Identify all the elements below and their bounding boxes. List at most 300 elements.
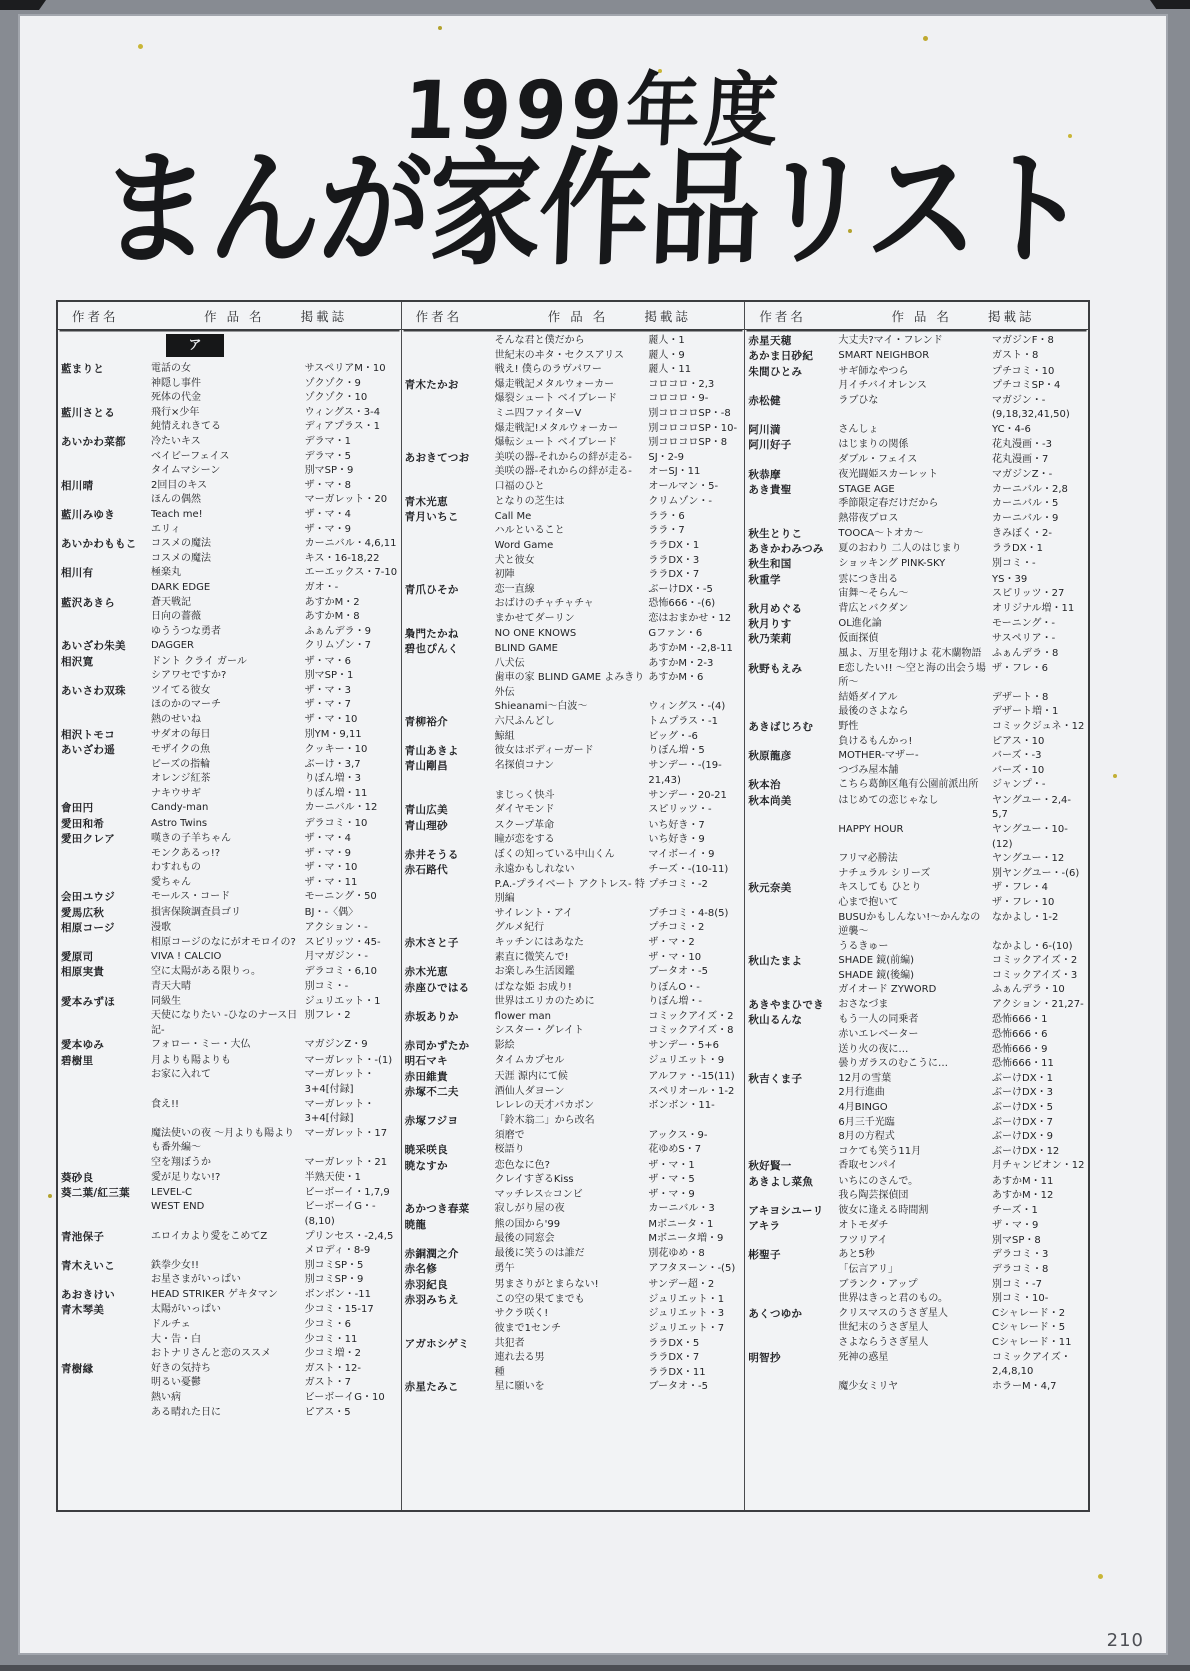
- work-title-cell: ベイビーフェイス: [151, 450, 230, 462]
- author-cell: 藍川さとる: [61, 406, 115, 419]
- scan-corner-top-left: [0, 0, 46, 10]
- title-year: 1999年度: [401, 64, 785, 158]
- work-title-cell: HAPPY HOUR: [838, 823, 904, 835]
- author-cell: 愛馬広秋: [61, 906, 105, 919]
- magazine-cell: ふぁんデラ・9: [304, 625, 372, 637]
- work-line: [495, 378, 745, 393]
- table-row: [745, 1248, 1088, 1306]
- work-title-cell: グルメ紀行: [494, 922, 545, 934]
- work-line: [151, 1303, 401, 1318]
- work-line: [838, 1130, 1088, 1145]
- magazine-cell: カーニバル・12: [304, 802, 378, 814]
- magazine-cell: 少コミ・11: [304, 1333, 358, 1345]
- table-row: [745, 349, 1088, 364]
- works-cell: [495, 1278, 745, 1293]
- author-cell: 青木たかお: [404, 378, 459, 391]
- magazine-cell: ぶーけDX・3: [992, 1087, 1053, 1099]
- works-cell: [495, 1039, 745, 1054]
- magazine-cell: ゾクゾク・9: [304, 377, 361, 389]
- work-line: [151, 801, 401, 816]
- work-line: [151, 596, 401, 611]
- work-title-cell: 仮面探偵: [838, 633, 879, 645]
- work-line: [495, 759, 745, 788]
- author-cell: 葵砂良: [61, 1171, 94, 1184]
- works-cell: [495, 1159, 745, 1203]
- author-cell: 相川晴: [61, 479, 94, 492]
- author-cell: 明石マキ: [404, 1055, 448, 1068]
- work-title-cell: 世紀末のヰタ・セクスアリス: [494, 349, 624, 361]
- work-title-cell: 歯車の家 BLIND GAME よみきり外伝: [494, 672, 645, 698]
- work-title-cell: Candy-man: [151, 802, 209, 814]
- work-title-cell: 負けるもんかっ!: [838, 735, 913, 747]
- work-title-cell: ある晴れた日に: [151, 1406, 221, 1418]
- work-line: [838, 896, 1088, 911]
- magazine-cell: ザ・マ・4: [304, 832, 352, 844]
- work-title-cell: 美咲の器-それからの絆が走る-: [494, 466, 632, 478]
- speckle: [438, 26, 442, 30]
- magazine-cell: デラコミ・3: [992, 1249, 1049, 1261]
- work-title-cell: 最後の同窓会: [494, 1233, 555, 1245]
- author-cell: 秋吉くま子: [748, 1072, 803, 1085]
- author-cell: 愛田クレア: [61, 832, 115, 845]
- work-title-cell: スクープ革命: [494, 819, 555, 831]
- magazine-cell: クリムゾン・7: [304, 640, 372, 652]
- magazine-cell: りぼん増・11: [304, 787, 368, 799]
- works-cell: [151, 1230, 401, 1259]
- work-line: [151, 1186, 401, 1201]
- work-title-cell: DAGGER: [151, 640, 194, 652]
- work-line: [495, 1173, 745, 1188]
- work-line: [151, 1376, 401, 1391]
- work-line: [838, 1175, 1088, 1190]
- works-cell: [151, 435, 401, 479]
- magazine-cell: ザ・マ・9: [304, 847, 352, 859]
- work-title-cell: 雲につき出る: [838, 573, 899, 585]
- work-line: [495, 1054, 745, 1069]
- work-line: [495, 789, 745, 804]
- author-cell: あおきてつお: [404, 451, 470, 464]
- work-title-cell: ブランク・アップ: [838, 1278, 918, 1290]
- magazine-cell: デラマ・5: [304, 450, 352, 462]
- works-cell: [495, 510, 745, 583]
- work-title-cell: 熱のせいね: [151, 713, 201, 725]
- work-line: [151, 1318, 401, 1333]
- author-cell: 青月いちこ: [404, 510, 459, 523]
- magazine-cell: ザ・マ・3: [304, 684, 352, 696]
- work-line: [495, 480, 745, 495]
- table-row: [58, 801, 401, 816]
- works-cell: [151, 906, 401, 921]
- magazine-cell: メロディ・8-9: [304, 1245, 371, 1257]
- work-title-cell: Word Game: [494, 540, 554, 552]
- works-cell: [495, 744, 745, 759]
- work-title-cell: 我ら陶芸探偵団: [838, 1190, 909, 1202]
- magazine-cell: ふぁんデラ・8: [992, 648, 1059, 660]
- author-cell: 青爪ひそか: [404, 583, 459, 596]
- work-line: [495, 1351, 745, 1366]
- work-title-cell: おさなづま: [838, 999, 889, 1011]
- work-line: [151, 1347, 401, 1362]
- header-author: 作者名: [759, 308, 806, 324]
- magazine-cell: ザ・マ・10: [304, 713, 358, 725]
- magazine-cell: 半熟天使・1: [304, 1171, 362, 1183]
- magazine-cell: マーガレット・-(1): [304, 1054, 393, 1066]
- author-cell: アキヨシユーリ: [748, 1204, 824, 1217]
- magazine-cell: なかよし・1-2: [992, 911, 1059, 923]
- works-cell: [838, 617, 1088, 632]
- magazine-cell: ぶーけ・3,7: [304, 758, 361, 770]
- works-cell: [151, 1303, 401, 1361]
- work-title-cell: クレイすぎるKiss: [494, 1174, 574, 1186]
- magazine-cell: 別マSP・8: [992, 1234, 1041, 1246]
- magazine-cell: ぶーけDX・9: [992, 1131, 1053, 1143]
- work-line: [838, 394, 1088, 423]
- magazine-cell: BJ・-〈偶〉: [304, 906, 359, 918]
- work-title-cell: クリスマスのうさぎ星人: [838, 1307, 948, 1319]
- author-cell: あかま日砂紀: [748, 350, 814, 363]
- works-cell: [495, 936, 745, 965]
- author-cell: 青山広美: [404, 804, 448, 817]
- table-row: [745, 527, 1088, 542]
- author-cell: 赤坂ありか: [404, 1010, 459, 1023]
- magazine-cell: Mボニータ増・9: [648, 1233, 724, 1245]
- magazine-cell: ララDX・1: [648, 540, 700, 552]
- author-cell: 青山剛昌: [404, 760, 448, 773]
- author-cell: 赤星天穂: [748, 335, 792, 347]
- work-line: [151, 1009, 401, 1038]
- magazine-cell: ジュリエット・1: [648, 1293, 725, 1305]
- work-title-cell: 熱い病: [151, 1391, 181, 1403]
- work-title-cell: 空を翔ぼうか: [151, 1156, 211, 1168]
- table-row: [402, 1262, 745, 1277]
- magazine-cell: あすかM・6: [648, 672, 704, 684]
- work-title-cell: 漫歌: [151, 921, 171, 933]
- magazine-cell: ピアス・5: [304, 1406, 351, 1418]
- table-row: [58, 890, 401, 905]
- magazine-cell: ぶーけDX・5: [992, 1101, 1053, 1113]
- author-cell: 梟門たかね: [404, 627, 459, 640]
- works-cell: [838, 1307, 1088, 1351]
- work-line: [495, 583, 745, 598]
- work-line: [495, 436, 745, 451]
- table-row: [745, 468, 1088, 483]
- work-title-cell: 桜語り: [494, 1144, 525, 1156]
- table-row: [745, 881, 1088, 954]
- table-row: [402, 744, 745, 759]
- work-line: [151, 1171, 401, 1186]
- author-cell: 藍川みゆき: [61, 508, 115, 521]
- work-title-cell: 蒼天戦記: [151, 596, 191, 608]
- work-line: [495, 863, 745, 878]
- magazine-cell: チーズ・-(10-11): [648, 864, 729, 876]
- table-row: [402, 1159, 745, 1203]
- magazine-cell: ジャンプ・-: [992, 779, 1046, 791]
- work-line: [151, 890, 401, 905]
- work-line: [151, 787, 401, 802]
- work-title-cell: 魔少女ミリヤ: [838, 1380, 899, 1392]
- magazine-cell: ホラーM・4,7: [992, 1380, 1057, 1392]
- work-title-cell: 6月三千光臨: [838, 1116, 895, 1128]
- work-title-cell: オトモダチ: [838, 1220, 889, 1232]
- works-cell: [495, 981, 745, 1010]
- table-row: [58, 537, 401, 566]
- work-title-cell: 六尺ふんどし: [494, 715, 555, 727]
- works-cell: [495, 1114, 745, 1143]
- magazine-cell: ジュリエット・9: [648, 1055, 725, 1067]
- work-title-cell: 好きの気持ち: [151, 1362, 211, 1374]
- work-line: [838, 1307, 1088, 1322]
- works-cell: [838, 365, 1088, 394]
- magazine-cell: ザ・マ・8: [304, 479, 352, 491]
- work-line: [838, 1234, 1088, 1249]
- work-title-cell: まじっく快斗: [494, 789, 555, 801]
- work-line: [838, 749, 1088, 764]
- works-cell: [151, 1259, 401, 1288]
- author-cell: 赤石路代: [404, 864, 448, 877]
- author-cell: 赤名修: [404, 1263, 438, 1276]
- magazine-cell: マイボーイ・9: [648, 848, 715, 860]
- magazine-cell: ジュリエット・1: [304, 995, 381, 1007]
- table-row: [58, 817, 401, 832]
- work-title-cell: シアワセですか?: [151, 670, 227, 682]
- work-line: [495, 921, 745, 936]
- work-title-cell: 彼まで1センチ: [494, 1323, 562, 1335]
- magazine-cell: サンデー超・2: [648, 1278, 715, 1290]
- work-title-cell: 愛ちゃん: [151, 876, 191, 888]
- work-title-cell: HEAD STRIKER ゲキタマン: [151, 1289, 278, 1301]
- work-title-cell: フォロー・ミー・大仏: [151, 1039, 251, 1051]
- work-title-cell: エリィ: [151, 523, 181, 535]
- work-title-cell: ナキウサギ: [151, 787, 201, 799]
- work-line: [151, 552, 401, 567]
- work-line: [495, 334, 745, 349]
- work-line: [838, 468, 1088, 483]
- magazine-cell: いち好き・7: [648, 819, 705, 831]
- author-cell: 青池保子: [61, 1230, 105, 1243]
- author-cell: 相沢寛: [61, 655, 94, 668]
- works-cell: [838, 720, 1088, 749]
- author-cell: 秋恭摩: [748, 468, 781, 481]
- work-line: [151, 639, 401, 654]
- table-row: [745, 1307, 1088, 1351]
- author-cell: 秋重学: [748, 573, 781, 586]
- work-line: [838, 778, 1088, 793]
- works-cell: [838, 632, 1088, 661]
- author-cell: 秋元奈美: [748, 882, 792, 895]
- work-line: [151, 450, 401, 465]
- table-row: [402, 1143, 745, 1158]
- work-line: [151, 847, 401, 862]
- speckle: [1098, 1574, 1103, 1579]
- works-cell: [151, 655, 401, 684]
- work-line: [495, 907, 745, 922]
- header-magazine: 掲載誌: [988, 308, 1035, 324]
- header-magazine: 掲載誌: [300, 308, 348, 324]
- table-row: [745, 998, 1088, 1013]
- column-header: [402, 302, 745, 330]
- table-row: [58, 1259, 401, 1288]
- work-title-cell: 連れ去る男: [494, 1352, 545, 1364]
- table-row: [402, 1218, 745, 1247]
- work-line: [495, 363, 745, 378]
- work-title-cell: 4月BINGO: [838, 1101, 888, 1113]
- magazine-cell: 別コミSP・5: [304, 1259, 364, 1271]
- work-title-cell: 影絵: [494, 1039, 515, 1051]
- work-title-cell: 彼女はボディーガード: [494, 745, 594, 757]
- header-author: 作者名: [415, 308, 463, 324]
- table-row: [58, 1288, 401, 1303]
- work-line: [838, 423, 1088, 438]
- magazine-cell: 別コミ・-7: [992, 1278, 1042, 1290]
- work-line: [151, 1273, 401, 1288]
- works-cell: [838, 334, 1088, 349]
- works-cell: [495, 1380, 745, 1395]
- author-cell: 明智抄: [748, 1351, 781, 1364]
- table-row: [745, 1204, 1088, 1219]
- work-line: [151, 1406, 401, 1421]
- magazine-cell: アクション・21,27-: [992, 999, 1084, 1011]
- work-line: [495, 1278, 745, 1293]
- works-cell: [838, 1072, 1088, 1160]
- author-cell: あきよし菜魚: [748, 1175, 814, 1188]
- magazine-cell: デラコミ・10: [304, 817, 368, 829]
- table-row: [402, 715, 745, 744]
- works-cell: [838, 881, 1088, 954]
- works-cell: [838, 527, 1088, 542]
- works-cell: [838, 794, 1088, 882]
- work-title-cell: ドルチェ: [151, 1318, 191, 1330]
- work-line: [151, 980, 401, 995]
- works-cell: [151, 479, 401, 508]
- author-cell: 阿川満: [748, 424, 781, 437]
- magazine-cell: マーガレット・3+4[付録]: [304, 1069, 375, 1095]
- table-row: [402, 1380, 745, 1395]
- author-cell: あおきけい: [61, 1289, 115, 1302]
- magazine-cell: プチコミSP・4: [992, 380, 1061, 392]
- works-cell: [838, 998, 1088, 1013]
- author-cell: [402, 334, 495, 378]
- author-cell: 秋野もえみ: [748, 662, 803, 675]
- work-line: [151, 876, 401, 891]
- work-title-cell: 大・告・白: [151, 1333, 201, 1345]
- magazine-cell: 恐怖666・6: [992, 1028, 1048, 1040]
- work-title-cell: ダイヤモンド: [494, 804, 555, 816]
- work-title-cell: 永遠かもしれない: [494, 864, 575, 876]
- work-line: [151, 1391, 401, 1406]
- magazine-cell: ビーボーイG・-(8,10): [304, 1201, 376, 1228]
- work-line: [151, 1230, 401, 1245]
- magazine-cell: 麗人・9: [648, 349, 685, 361]
- magazine-cell: サンデー・5+6: [648, 1039, 719, 1051]
- work-title-cell: SHADE 鏡(後編): [838, 969, 915, 981]
- magazine-cell: いち好き・9: [648, 834, 705, 846]
- magazine-cell: クリムゾン・-: [648, 495, 712, 507]
- works-cell: [838, 1248, 1088, 1306]
- magazine-cell: ふぁんデラ・10: [992, 984, 1065, 996]
- works-cell: [151, 1038, 401, 1053]
- work-title-cell: 相原コージのなにがオモロイの?: [151, 936, 296, 948]
- work-line: [151, 523, 401, 538]
- work-line: [838, 1263, 1088, 1278]
- work-line: [495, 1039, 745, 1054]
- table-row: [58, 832, 401, 890]
- column-body: [402, 330, 745, 1510]
- work-line: [151, 698, 401, 713]
- magazine-cell: カーニバル・9: [992, 513, 1059, 525]
- author-cell: 愛本みずほ: [61, 995, 115, 1008]
- work-title-cell: いちにのさんで。: [838, 1175, 919, 1187]
- work-title-cell: もう一人の同乗者: [838, 1014, 919, 1026]
- work-line: [495, 981, 745, 996]
- table-row: [58, 965, 401, 994]
- work-title-cell: 愛が足りない!?: [151, 1171, 221, 1183]
- work-line: [495, 1380, 745, 1395]
- work-line: [838, 1159, 1088, 1174]
- table-row: [58, 1186, 401, 1230]
- table-row: [745, 1013, 1088, 1071]
- table-row: [745, 602, 1088, 617]
- work-title-cell: Call Me: [494, 510, 532, 522]
- magazine-cell: マガジンZ・-: [992, 468, 1053, 480]
- magazine-cell: マーガレット・21: [304, 1156, 388, 1168]
- works-cell: [495, 1218, 745, 1247]
- magazine-cell: 少コミ増・2: [304, 1348, 362, 1360]
- work-line: [495, 1099, 745, 1114]
- work-title-cell: シスター・グレイト: [494, 1025, 584, 1037]
- magazine-cell: ヤングユー・10-(12): [992, 823, 1068, 850]
- work-title-cell: 飛行×少年: [151, 406, 200, 418]
- work-title-cell: コスメの魔法: [151, 552, 211, 564]
- works-cell: [151, 508, 401, 537]
- work-line: [838, 823, 1088, 852]
- table-row: [402, 495, 745, 510]
- magazine-cell: プリンセス・-2,4,5: [304, 1230, 394, 1242]
- work-line: [495, 392, 745, 407]
- header-work-title: 作 品 名: [891, 308, 952, 324]
- work-line: [838, 852, 1088, 867]
- work-title-cell: E恋したい!! ～空と海の出会う場所～: [838, 662, 986, 689]
- work-title-cell: コスメの魔法: [151, 538, 211, 550]
- work-title-cell: ナチュラル シリーズ: [838, 867, 931, 879]
- magazine-cell: ゾクゾク・10: [304, 392, 368, 404]
- table-row: [402, 583, 745, 627]
- magazine-cell: なかよし・6-(10): [992, 940, 1073, 952]
- table-row: [402, 1247, 745, 1262]
- work-line: [151, 669, 401, 684]
- column-body: [58, 330, 401, 1510]
- work-title-cell: 寂しがり屋の夜: [494, 1203, 565, 1215]
- work-title-cell: 曇りガラスのむこうに…: [838, 1058, 949, 1070]
- table-row: [58, 995, 401, 1039]
- work-title-cell: 空に太陽がある限りっ。: [151, 966, 261, 978]
- magazine-cell: りぼん増・5: [648, 745, 705, 757]
- work-line: [838, 438, 1088, 453]
- author-cell: 秋原龍彦: [748, 750, 792, 763]
- author-cell: 秋乃茉莉: [748, 633, 792, 646]
- works-cell: [151, 817, 401, 832]
- magazine-cell: りぼん増・-: [648, 996, 702, 1008]
- work-line: [838, 911, 1088, 940]
- author-cell: 赤銅潤之介: [404, 1247, 459, 1260]
- magazine-cell: ララDX・7: [648, 1352, 700, 1364]
- magazine-cell: 花ゆめS・7: [648, 1144, 702, 1156]
- table-row: [745, 365, 1088, 394]
- magazine-cell: エーエックス・7-10: [304, 567, 398, 579]
- magazine-cell: 別コロコロSP・8: [648, 437, 728, 449]
- works-cell: [151, 1054, 401, 1171]
- magazine-cell: ディアプラス・1: [304, 421, 380, 433]
- author-cell: 藍まりと: [61, 363, 105, 375]
